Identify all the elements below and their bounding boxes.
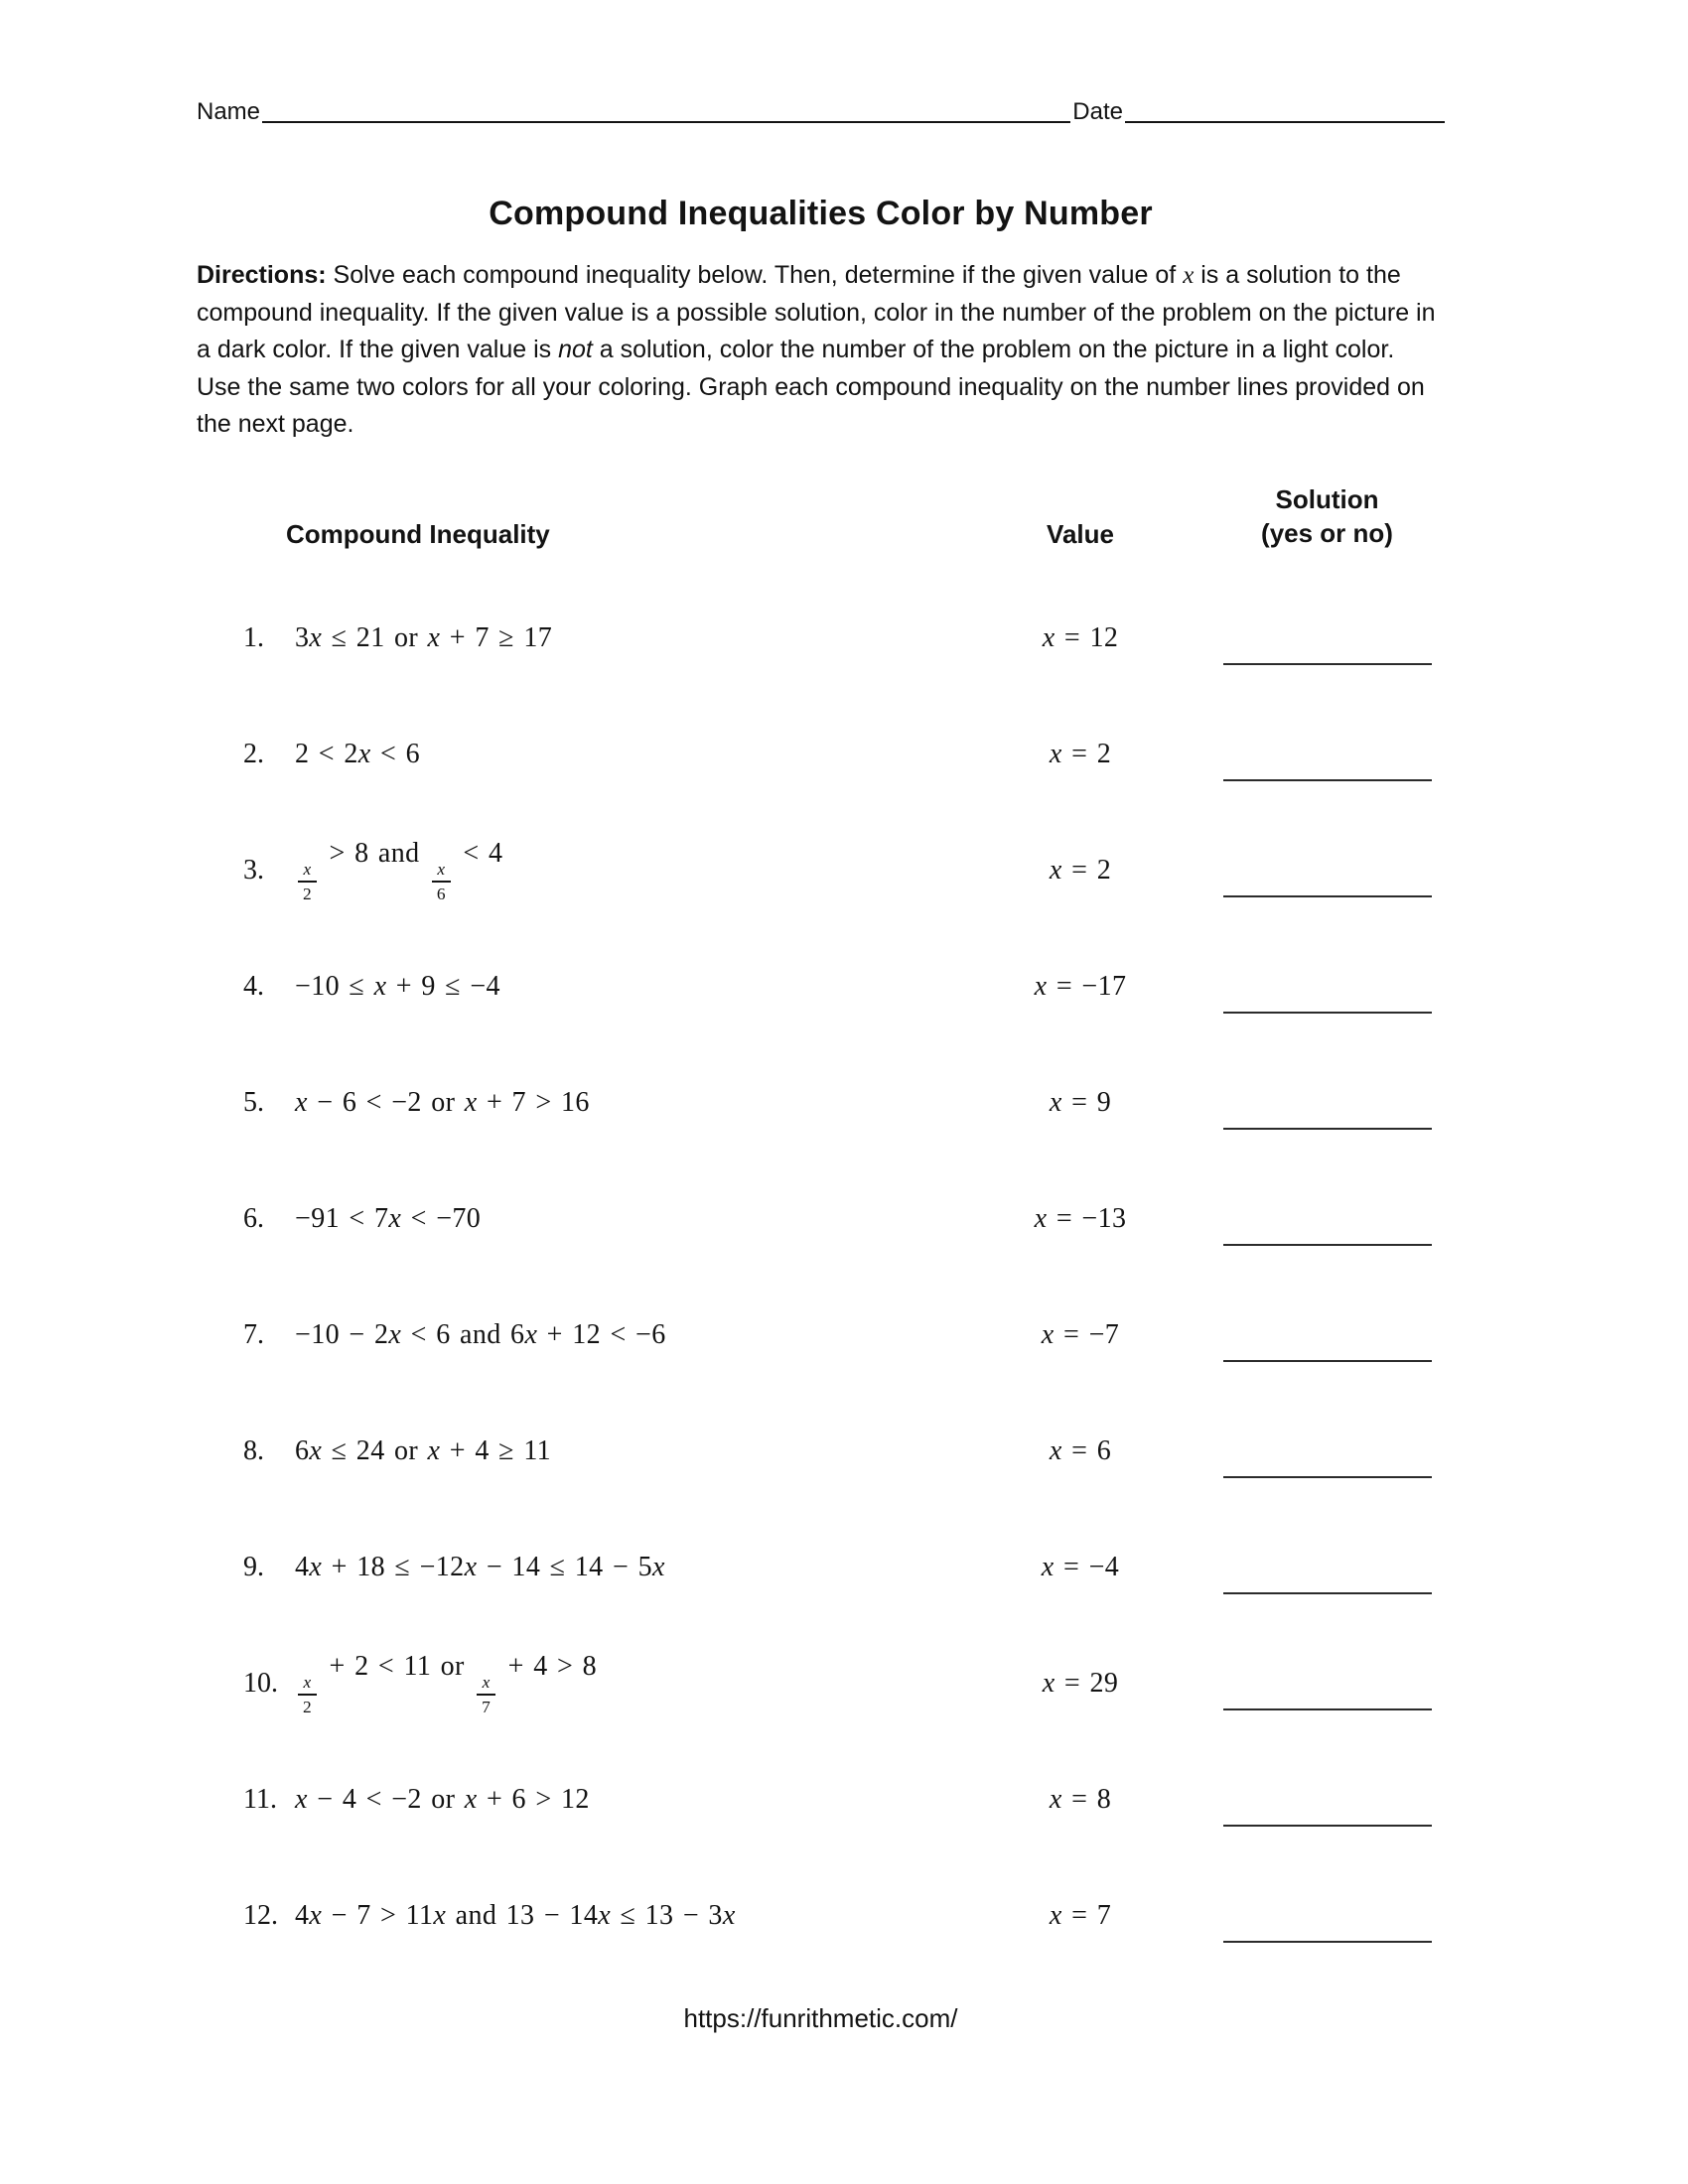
column-header-inequality: Compound Inequality	[286, 519, 550, 550]
problem-number: 12.	[243, 1899, 278, 1931]
problems	[197, 580, 1445, 1974]
answer-blank[interactable]	[1223, 1941, 1432, 1943]
value-text: x = 2	[1049, 854, 1112, 886]
answer-blank[interactable]	[1223, 1708, 1432, 1710]
value-text: x = 12	[1042, 621, 1119, 653]
problem-number: 6.	[243, 1202, 264, 1234]
directions-segment: is a solution to the compound inequality. If the given value is a possible solution, color in the number of the problem on the picture in a dark color. If the given value is	[197, 261, 1436, 364]
answer-blank[interactable]	[1223, 1244, 1432, 1246]
date-label: Date	[1072, 98, 1123, 125]
problem-number: 9.	[243, 1551, 264, 1582]
value-text: x = −17	[1034, 970, 1127, 1002]
problem-row	[197, 1277, 1445, 1393]
problem-number: 11.	[243, 1783, 277, 1815]
directions-segment: x	[1183, 262, 1195, 290]
value-text: x = 8	[1049, 1783, 1112, 1815]
fraction: $\frac{x}{2}$	[298, 1674, 317, 1716]
problem-number: 8.	[243, 1434, 264, 1466]
page-title: Compound Inequalities Color by Number	[489, 195, 1153, 233]
value-text: x = 7	[1049, 1899, 1112, 1931]
problem-row	[197, 812, 1445, 928]
answer-blank[interactable]	[1223, 1360, 1432, 1362]
value-text: x = −13	[1034, 1202, 1127, 1234]
fraction: $\frac{x}{2}$	[298, 861, 317, 903]
column-header-solution-line2: (yes or no)	[1261, 517, 1393, 548]
date-blank-line[interactable]	[1125, 119, 1445, 123]
name-blank-line[interactable]	[262, 119, 1070, 123]
inequality-text: −10 ≤ x + 9 ≤ −4	[295, 970, 500, 1002]
inequality-text: 2 < 2x < 6	[295, 738, 421, 769]
inequality-text: −91 < 7x < −70	[295, 1202, 482, 1234]
value-text: x = 6	[1049, 1434, 1112, 1466]
inequality-text: x − 4 < −2 or x + 6 > 12	[295, 1783, 590, 1815]
answer-blank[interactable]	[1223, 1592, 1432, 1594]
directions-segment: a solution, color the number of the problem on the picture in a light color. Use the same two colors for all your coloring. Graph each compound inequality on the number lines provided on the next page.	[197, 336, 1425, 439]
footer-url: https://funrithmetic.com/	[683, 2003, 958, 2034]
problem-number: 1.	[243, 621, 264, 653]
answer-blank[interactable]	[1223, 1825, 1432, 1827]
problem-row	[197, 1857, 1445, 1974]
inequality-text: −10 − 2x < 6 and 6x + 12 < −6	[295, 1318, 666, 1350]
inequality-text: 4x + 18 ≤ −12x − 14 ≤ 14 − 5x	[295, 1551, 665, 1582]
problem-row	[197, 1044, 1445, 1160]
answer-blank[interactable]	[1223, 895, 1432, 897]
inequality-text: $\frac{x}{2}$ > 8 and $\frac{x}{6}$ < 4	[295, 838, 502, 902]
fraction: $\frac{x}{7}$	[477, 1674, 495, 1716]
column-header-value: Value	[1047, 519, 1114, 550]
problem-row	[197, 580, 1445, 696]
problem-row	[197, 1160, 1445, 1277]
problem-number: 4.	[243, 970, 264, 1002]
inequality-text: $\frac{x}{2}$ + 2 < 11 or $\frac{x}{7}$ + 4 > 8	[295, 1651, 597, 1715]
value-text: x = 9	[1049, 1086, 1112, 1118]
problem-row	[197, 696, 1445, 812]
answer-blank[interactable]	[1223, 1128, 1432, 1130]
fraction: $\frac{x}{6}$	[432, 861, 451, 903]
value-text: x = −7	[1041, 1318, 1120, 1350]
problem-number: 3.	[243, 854, 264, 886]
answer-blank[interactable]	[1223, 1012, 1432, 1014]
column-header-solution	[1209, 483, 1445, 551]
inequality-text: 6x ≤ 24 or x + 4 ≥ 11	[295, 1434, 552, 1466]
value-text: x = −4	[1041, 1551, 1120, 1582]
directions-segment: Solve each compound inequality below. Then, determine if the given value of	[326, 261, 1184, 290]
answer-blank[interactable]	[1223, 663, 1432, 665]
problem-number: 5.	[243, 1086, 264, 1118]
answer-blank[interactable]	[1223, 1476, 1432, 1478]
problem-row	[197, 1509, 1445, 1625]
problem-number: 10.	[243, 1667, 278, 1699]
name-date-row	[197, 99, 1445, 125]
column-header-solution-line1: Solution	[1275, 483, 1379, 514]
value-text: x = 29	[1042, 1667, 1119, 1699]
value-text: x = 2	[1049, 738, 1112, 769]
problem-row	[197, 1393, 1445, 1509]
problem-number: 2.	[243, 738, 264, 769]
problem-row	[197, 928, 1445, 1044]
directions-segment: not	[558, 336, 593, 364]
directions-segment: Directions:	[197, 261, 327, 290]
answer-blank[interactable]	[1223, 779, 1432, 781]
name-label: Name	[197, 98, 261, 125]
problem-row	[197, 1625, 1445, 1741]
inequality-text: 3x ≤ 21 or x + 7 ≥ 17	[295, 621, 553, 653]
problem-number: 7.	[243, 1318, 264, 1350]
inequality-text: x − 6 < −2 or x + 7 > 16	[295, 1086, 590, 1118]
problem-row	[197, 1741, 1445, 1857]
inequality-text: 4x − 7 > 11x and 13 − 14x ≤ 13 − 3x	[295, 1899, 736, 1931]
directions	[197, 257, 1445, 444]
table-header	[197, 483, 1445, 551]
